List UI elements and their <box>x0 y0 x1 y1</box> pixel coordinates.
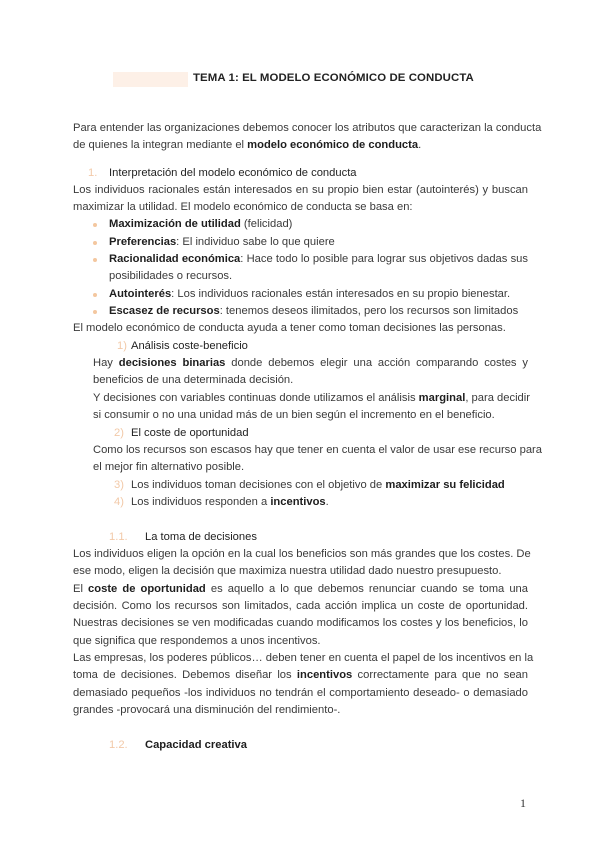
section11-p8-c: correctamente para que no sean <box>352 669 528 681</box>
section11-p2: ese modo, eligen la decisión que maximiza nuestra utilidad dado nuestro presupuesto. <box>73 565 502 577</box>
bullet-4-text: : Los individuos racionales están interesados en su propio bienestar. <box>171 288 511 300</box>
item2-number: 2) <box>114 427 124 439</box>
bullet-2-bold: Preferencias <box>109 236 177 248</box>
section11-p10: grandes -provocará una disminución del rendimiento-. <box>73 704 341 716</box>
bullet-3-bold: Racionalidad económica <box>109 253 241 265</box>
section11-p8-a: toma de decisiones. Debemos diseñar los <box>73 669 297 681</box>
item2-heading: El coste de oportunidad <box>131 427 249 439</box>
bullet-3-text: : Hace todo lo posible para lograr sus objetivos dadas sus <box>240 253 528 265</box>
section11-p3 <box>73 582 528 597</box>
section11-p5: Nuestras decisiones se ven modificadas cuando modificamos los costes y los beneficios, lo <box>73 617 528 629</box>
title-highlight <box>113 72 188 87</box>
bullet-4 <box>109 287 510 302</box>
section12-number: 1.2. <box>109 739 128 751</box>
item1-p3-bold: marginal <box>418 392 466 404</box>
item4-bold: incentivos <box>270 496 326 508</box>
section1-p2: maximizar la utilidad. El modelo económico de conducta se basa en: <box>73 201 413 213</box>
item1-number: 1) <box>117 340 127 352</box>
bullet-5-bold: Escasez de recursos <box>109 305 220 317</box>
item1-p1-c: donde debemos elegir una acción comparando costes y <box>225 357 528 369</box>
bullet-dot <box>93 258 97 262</box>
item3-text <box>131 478 505 493</box>
bullet-dot <box>93 293 97 297</box>
section11-p7: Las empresas, los poderes públicos… deben tener en cuenta el papel de los incentivos en la <box>73 652 534 664</box>
item1-heading: Análisis coste-beneficio <box>131 340 248 352</box>
item1-p2: beneficios de una determinada decisión. <box>93 374 294 386</box>
section11-p9: demasiado pequeños -los individuos no tendrán el comportamiento deseado- o demasiado <box>73 687 528 699</box>
section1-heading: Interpretación del modelo económico de conducta <box>109 167 357 179</box>
section11-heading: La toma de decisiones <box>145 531 257 543</box>
intro-bold: modelo económico de conducta <box>247 139 419 151</box>
item2-p1: Como los recursos son escasos hay que tener en cuenta el valor de usar ese recurso para <box>93 444 542 456</box>
section11-p3-c: es aquello a lo que debemos renunciar cuando se toma una <box>205 583 528 595</box>
section1-closing: El modelo económico de conducta ayuda a tener como toman decisiones las personas. <box>73 322 506 334</box>
item4-a: Los individuos responden a <box>131 496 271 508</box>
intro-text: de quienes la integran mediante el <box>73 139 248 151</box>
intro-line-1: Para entender las organizaciones debemos conocer los atributos que caracterizan la conducta <box>73 122 542 134</box>
section11-p3-a: El <box>73 583 89 595</box>
section11-p8-bold: incentivos <box>296 669 353 681</box>
item1-p4: si consumir o no una unidad más de un bien según el incremento en el beneficio. <box>93 409 495 421</box>
item1-p3-a: Y decisiones con variables continuas donde utilizamos el análisis <box>93 392 419 404</box>
item3-a: Los individuos toman decisiones con el objetivo de <box>131 479 386 491</box>
section11-p3-bold: coste de oportunidad <box>88 583 206 595</box>
bullet-1-bold: Maximización de utilidad <box>109 218 241 230</box>
section12-heading: Capacidad creativa <box>145 739 247 751</box>
bullet-2-text: : El individuo sabe lo que quiere <box>176 236 335 248</box>
bullet-1-text: (felicidad) <box>240 218 293 230</box>
item3-number: 3) <box>114 479 124 491</box>
bullet-dot <box>93 223 97 227</box>
bullet-2 <box>109 235 335 250</box>
bullet-5 <box>109 304 518 319</box>
item1-p1 <box>93 356 528 371</box>
item4-c: . <box>325 496 329 508</box>
item4-number: 4) <box>114 496 124 508</box>
item1-p3 <box>93 391 528 406</box>
item1-p1-bold: decisiones binarias <box>118 357 226 369</box>
section11-p8 <box>73 668 528 683</box>
bullet-4-bold: Autointerés <box>109 288 172 300</box>
section1-p1: Los individuos racionales están interesados en su propio bien estar (autointerés) y buscan <box>73 184 528 196</box>
bullet-dot <box>93 310 97 314</box>
page-title: TEMA 1: EL MODELO ECONÓMICO DE CONDUCTA <box>193 72 474 84</box>
bullet-3-continuation: posibilidades o recursos. <box>109 270 233 282</box>
section11-number: 1.1. <box>109 531 128 543</box>
bullet-3 <box>109 252 528 267</box>
section1-number: 1. <box>88 167 98 179</box>
section11-p4: decisión. Como los recursos son limitados, cada acción implica un coste de oportunidad. <box>73 600 528 612</box>
bullet-dot <box>93 241 97 245</box>
item4-text <box>131 495 329 510</box>
section11-p1: Los individuos eligen la opción en la cual los beneficios son más grandes que los costes. De <box>73 548 531 560</box>
item1-p3-c: , para decidir <box>465 392 530 404</box>
item2-p2: el mejor fin alternativo posible. <box>93 461 245 473</box>
item3-bold: maximizar su felicidad <box>385 479 505 491</box>
intro-end: . <box>418 139 422 151</box>
bullet-5-text: : tenemos deseos ilimitados, pero los recursos son limitados <box>219 305 519 317</box>
intro-line-2 <box>73 138 421 153</box>
item1-p1-a: Hay <box>93 357 119 369</box>
bullet-1 <box>109 217 292 232</box>
section11-p6: que significa que respondemos a unos incentivos. <box>73 635 321 647</box>
page-number: 1 <box>520 796 526 810</box>
